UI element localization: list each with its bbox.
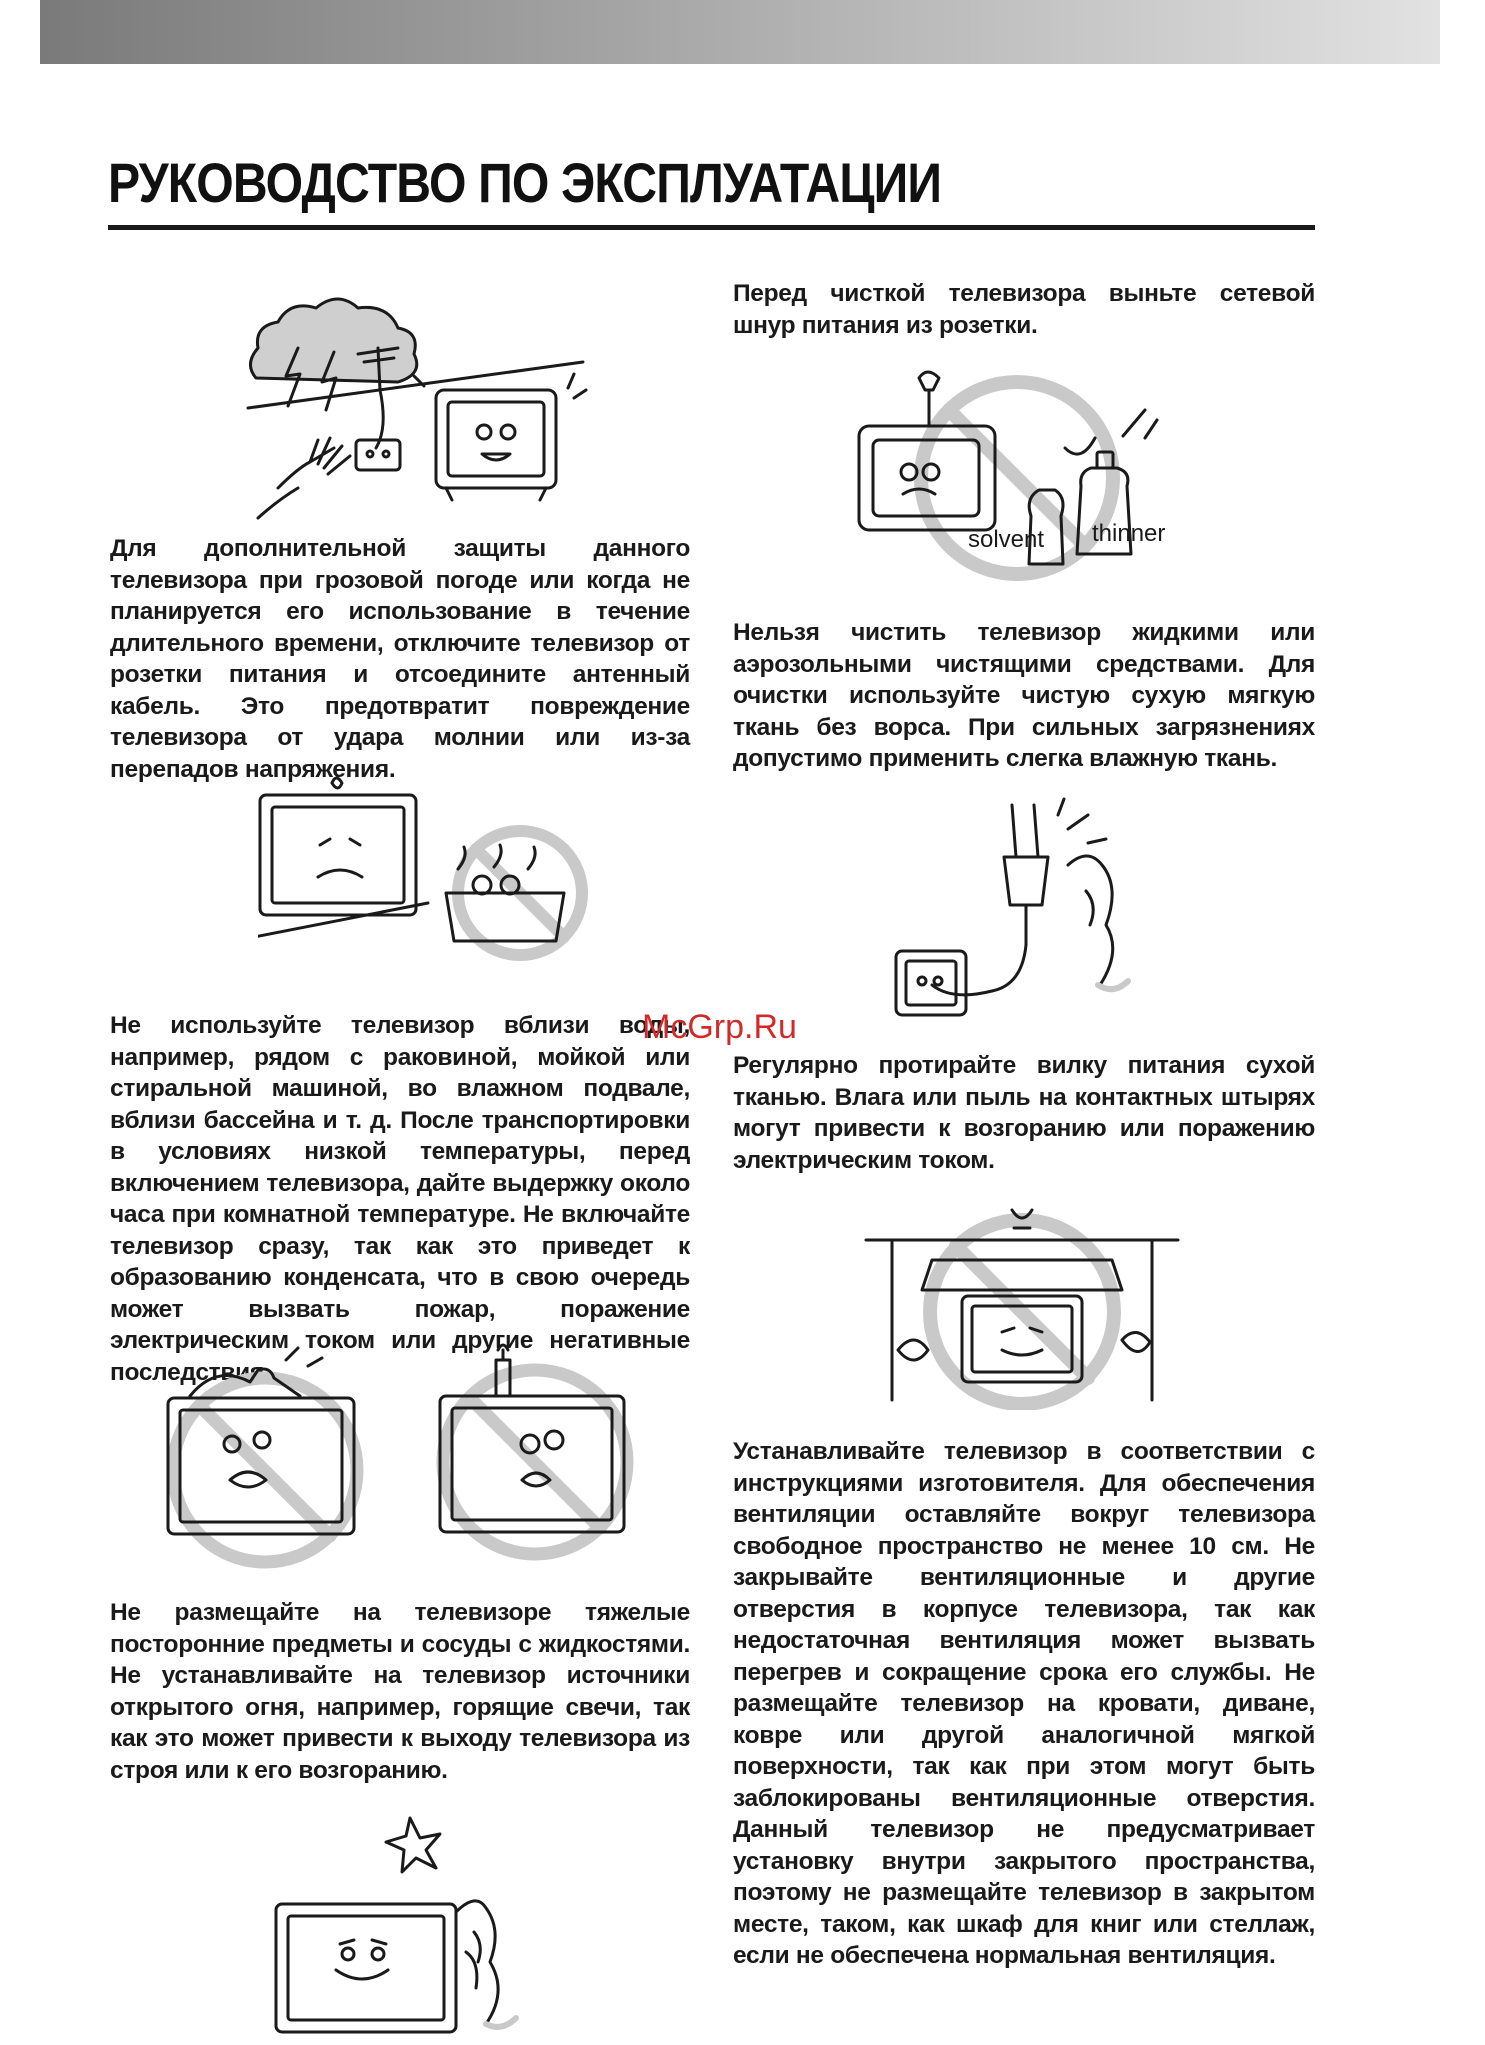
solvent-label: solvent <box>968 526 1045 553</box>
ventilation-cabinet-illustration <box>862 1200 1182 1410</box>
no-liquid-cleaner-paragraph: Нельзя чистить телевизор жидкими или аэрозольными чистящими средствами. Для очистки используйте чистую сухую мягкую ткань без ворса. При сильных загрязнениях допустимо применить слегка влажную ткань. <box>733 619 1315 772</box>
page-title: РУКОВОДСТВО ПО ЭКСПЛУАТАЦИИ <box>108 151 942 214</box>
thinner-label: thinner <box>1092 520 1166 547</box>
objects-candle-illustration <box>150 1340 650 1570</box>
water-warning-paragraph: Не используйте телевизор вблизи воды, например, рядом с раковиной, мойкой или стиральной машиной, во влажном подвале, вблизи бассейна и т. д. После транспортировки в условиях низкой температуры, перед включением телевизора, дайте выдержку около часа при комнатной температуре. Не включайте телевизор сразу, так как это приведет к образованию конденсата, что в свою очередь может вызвать пожар, поражение электрическим током или другие негативные последствия. <box>110 1012 690 1386</box>
title-divider <box>108 225 1315 230</box>
heavy-objects-warning-paragraph: Не размещайте на телевизоре тяжелые посторонние предметы и сосуды с жидкостями. Не устанавливайте на телевизор источники открытого огня, например, горящие свечи, так как это может привести к выходу телевизора из строя или к его возгоранию. <box>110 1599 690 1784</box>
header-gradient-bar <box>40 0 1440 64</box>
unplug-before-cleaning-paragraph: Перед чисткой телевизора выньте сетевой шнур питания из розетки. <box>733 280 1315 339</box>
wipe-plug-paragraph: Регулярно протирайте вилку питания сухой тканью. Влага или пыль на контактных штырях могут привести к возгоранию или поражению электрическим током. <box>733 1052 1315 1174</box>
lightning-unplug-illustration <box>238 278 590 522</box>
lightning-warning-paragraph: Для дополнительной защиты данного телевизора при грозовой погоде или когда не планируется его использование в течение длительного времени, отключите телевизор от розетки питания и отсоедините антенный кабель. Это предотвратит повреждение телевизора от удара молнии или из-за перепадов напряжения. <box>110 535 690 783</box>
ventilation-paragraph: Устанавливайте телевизор в соответствии с инструкциями изготовителя. Для обеспечения вентиляции оставляйте вокруг телевизора свободное пространство не менее 10 см. Не закрывайте вентиляционные и другие отверстия в корпусе телевизора, так как недостаточная вентиляция может вызвать перегрев и сокращение срока его службы. Не размещайте телевизор на кровати, диване, ковре или другой аналогичной мягкой поверхности, так как при этом могут быть заблокированы вентиляционные отверстия. Данный телевизор не предусматривает установку внутри закрытого пространства, поэтому не размещайте телевизор в закрытом месте, таком, как шкаф для книг или стеллаж, если не обеспечена нормальная вентиляция. <box>733 1438 1315 1969</box>
watermark: McGrp.Ru <box>642 1008 797 1046</box>
wipe-plug-illustration <box>892 795 1172 1030</box>
water-hazard-illustration <box>258 773 588 973</box>
wipe-tv-illustration <box>270 1812 550 2037</box>
